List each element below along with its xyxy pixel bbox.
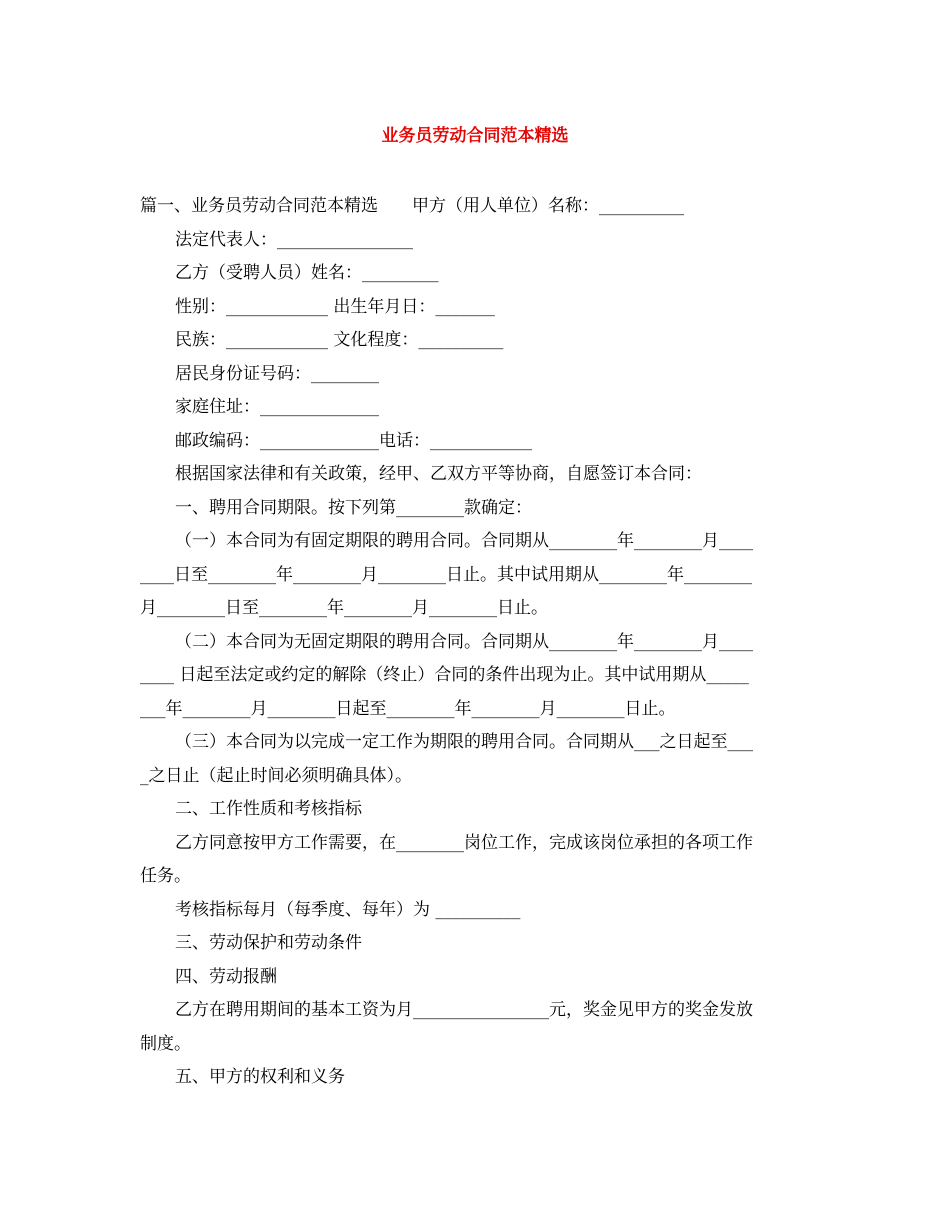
paragraph-line: 制度。 — [140, 1033, 191, 1054]
paragraph-line: 乙方在聘用期间的基本工资为月________________元，奖金见甲方的奖金发放 — [175, 1000, 753, 1020]
paragraph-line: 乙方（受聘人员）姓名：_________ — [175, 263, 439, 283]
paragraph-line: 乙方同意按甲方工作需要，在________岗位工作，完成该岗位承担的各项工作 — [175, 832, 753, 853]
document-body — [140, 190, 812, 1095]
paragraph-line: 性别：____________ 出生年月日：_______ — [175, 296, 495, 317]
paragraph-line: 根据国家法律和有关政策，经甲、乙双方平等协商，自愿签订本合同： — [175, 464, 702, 484]
paragraph-line: 二、工作性质和考核指标 — [175, 799, 362, 819]
paragraph-line: ___年________月________日起至________年________月________日止。 — [140, 698, 676, 719]
paragraph-line: 民族：____________ 文化程度：__________ — [175, 330, 504, 350]
paragraph-line: 五、甲方的权利和义务 — [175, 1067, 345, 1087]
paragraph-line: ____ 日起至法定或约定的解除（终止）合同的条件出现为止。其中试用期从_____ — [140, 665, 749, 685]
paragraph-line: 月________日至________年________月________日止。 — [140, 598, 548, 618]
paragraph-line: 法定代表人：________________ — [175, 229, 413, 250]
paragraph-line: （一）本合同为有固定期限的聘用合同。合同期从________年________月____ — [175, 531, 753, 551]
document-title: 业务员劳动合同范本精选 — [381, 126, 569, 146]
paragraph-line: 篇一、业务员劳动合同范本精选 甲方（用人单位）名称：__________ — [140, 196, 684, 216]
paragraph-line: 一、聘用合同期限。按下列第________款确定： — [175, 497, 532, 518]
paragraph-line: 考核指标每月（每季度、每年）为 __________ — [175, 899, 521, 920]
paragraph-line: 居民身份证号码：________ — [175, 363, 379, 384]
paragraph-line: 邮政编码：______________电话：____________ — [175, 430, 532, 451]
paragraph-line: 三、劳动保护和劳动条件 — [175, 933, 362, 953]
paragraph-line: 家庭住址：______________ — [175, 397, 379, 417]
paragraph-line: 四、劳动报酬 — [175, 966, 277, 987]
paragraph-line: （二）本合同为无固定期限的聘用合同。合同期从________年________月____ — [175, 631, 753, 652]
paragraph-line: _之日止（起止时间必须明确具体）。 — [140, 765, 412, 786]
paragraph-line: ____日至________年________月________日止。其中试用期从________年________ — [140, 564, 752, 585]
paragraph-line: 任务。 — [140, 866, 191, 886]
paragraph-line: （三）本合同为以完成一定工作为期限的聘用合同。合同期从___之日起至___ — [175, 732, 753, 752]
